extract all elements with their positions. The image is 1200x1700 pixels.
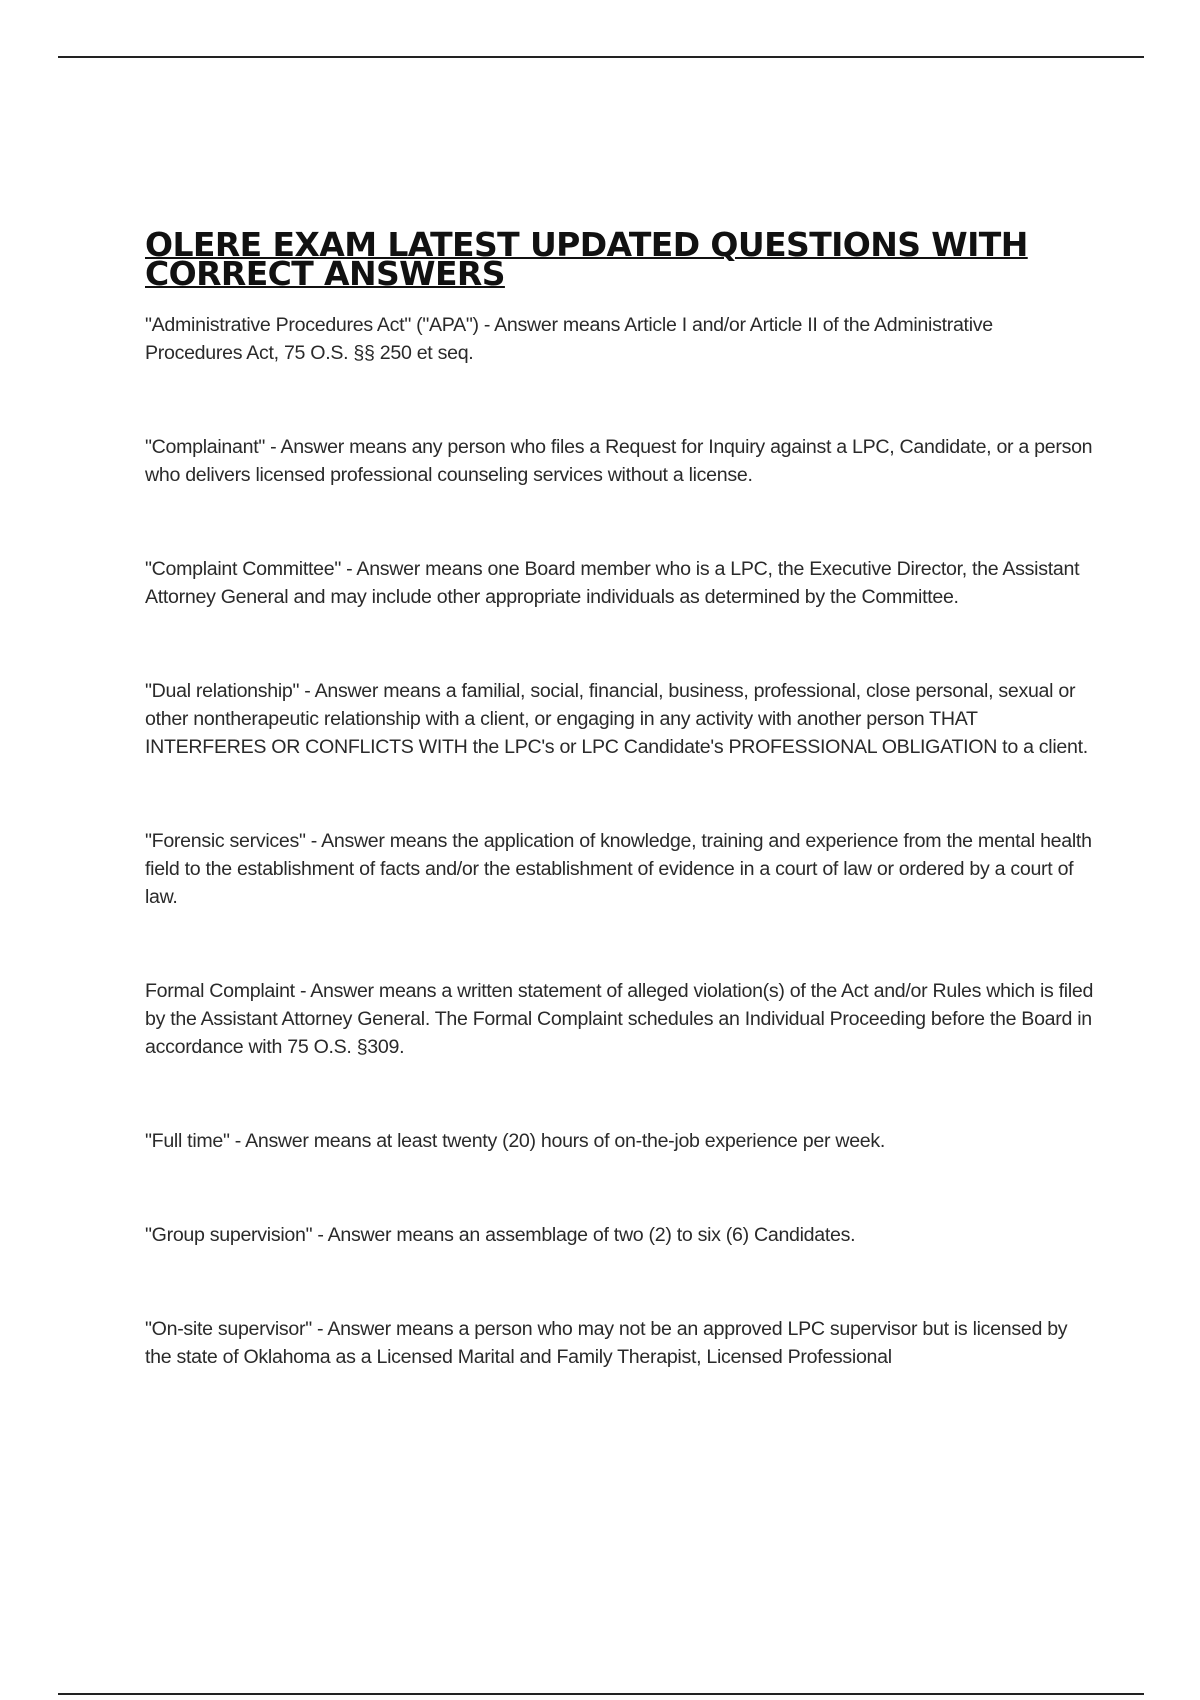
qa-entry-formal-complaint: Formal Complaint - Answer means a written statement of alleged violation(s) of the Act and/or Rules which is filed by the Assistant Attorney General. The Formal Complaint schedules an Individual Proceeding before the Board in accordance with 75 O.S. §309.: [145, 980, 1094, 1058]
qa-entry-dual-relationship: "Dual relationship" - Answer means a familial, social, financial, business, professional, close personal, sexual or other nontherapeutic relationship with a client, or engaging in any activity with another person THAT INTERFERES OR CONFLICTS WITH the LPC's or LPC Candidate's PROFESSIONAL OBLIGATION to a client.: [145, 680, 1088, 758]
qa-entry-on-site-supervisor: "On-site supervisor" - Answer means a person who may not be an approved LPC supervisor but is licensed by the state of Oklahoma as a Licensed Marital and Family Therapist, Licensed Professional: [145, 1318, 1068, 1368]
qa-entry-complaint-committee: "Complaint Committee" - Answer means one Board member who is a LPC, the Executive Director, the Assistant Attorney General and may include other appropriate individuals as determined by the Committee.: [145, 558, 1080, 608]
qa-entry-full-time: "Full time" - Answer means at least twenty (20) hours of on-the-job experience per week.: [145, 1130, 886, 1152]
qa-entry-group-supervision: "Group supervision" - Answer means an assemblage of two (2) to six (6) Candidates.: [145, 1224, 856, 1246]
document-title: OLERE EXAM LATEST UPDATED QUESTIONS WITH CORRECT ANSWERS: [145, 225, 1028, 293]
footer-rule: [58, 1693, 1144, 1695]
header-rule: [58, 56, 1144, 58]
qa-entry-complainant: "Complainant" - Answer means any person who files a Request for Inquiry against a LPC, Candidate, or a person who delivers licensed professional counseling services without a license.: [145, 436, 1093, 486]
qa-entry-administrative-procedures-act: "Administrative Procedures Act" ("APA") - Answer means Article I and/or Article II of the Administrative Procedures Act, 75 O.S. §§ 250 et seq.: [145, 314, 993, 364]
document-body: [145, 225, 1095, 1371]
qa-entry-forensic-services: "Forensic services" - Answer means the application of knowledge, training and experience from the mental health field to the establishment of facts and/or the establishment of evidence in a court of law or ordered by a court of law.: [145, 830, 1092, 908]
